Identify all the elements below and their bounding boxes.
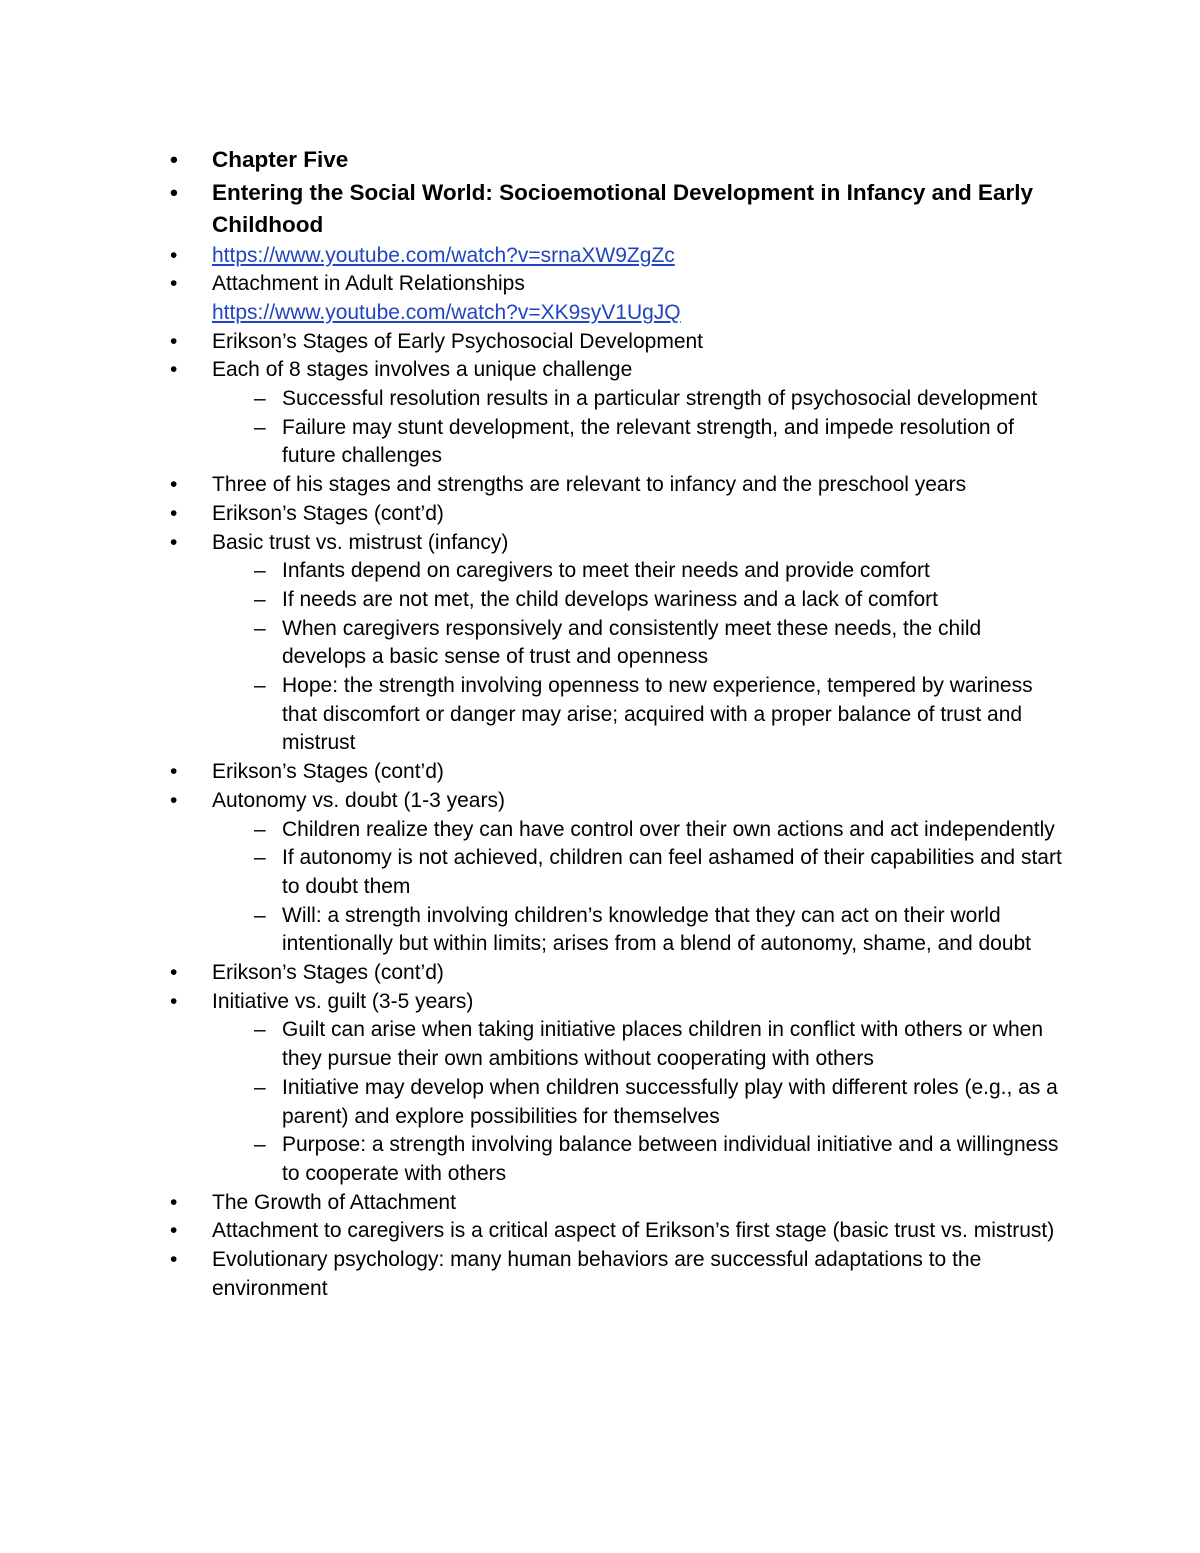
dash-marker: –: [254, 1075, 266, 1099]
dash-marker: –: [254, 387, 266, 411]
bullet-marker: •: [170, 473, 178, 497]
sub-list-item: – When caregivers responsively and consistently meet these needs, the child develops a basic sense of trust and openness: [254, 616, 982, 669]
sub-list-item: – Successful resolution results in a particular strength of psychosocial development: [170, 385, 1070, 414]
sub-list-item: – Will: a strength involving children’s knowledge that they can act on their world intentionally but within limits; arises from a blend of autonomy, shame, and doubt: [254, 903, 1032, 956]
list-item: • Erikson’s Stages (cont’d): [170, 500, 1070, 529]
dash-marker: –: [254, 1133, 266, 1157]
dash-marker: –: [254, 587, 266, 611]
sub-list-item: – Infants depend on caregivers to meet their needs and provide comfort: [170, 557, 1070, 586]
bullet-marker: •: [170, 243, 178, 267]
sub-list-item: – Children realize they can have control over their own actions and act independently: [170, 816, 1070, 845]
dash-marker: –: [254, 674, 266, 698]
bullet-marker: •: [170, 272, 178, 296]
dash-marker: –: [254, 415, 266, 439]
bullet-marker: •: [170, 788, 178, 812]
sub-list-item: – Guilt can arise when taking initiative places children in conflict with others or when they pursue their own ambitions without cooperating with others: [254, 1018, 1044, 1071]
chapter-title: • Entering the Social World: Socioemotional Development in Infancy and Early Childhood: [170, 177, 1070, 242]
bullet-marker: •: [170, 501, 178, 525]
sub-list-item: – If autonomy is not achieved, children can feel ashamed of their capabilities and start to doubt them: [254, 846, 1062, 898]
item-text: Attachment in Adult Relationships: [212, 272, 525, 296]
sub-list-item: – Hope: the strength involving openness to new experience, tempered by wariness that discomfort or danger may arise; acquired with a proper balance of trust and mistrust: [254, 674, 1033, 755]
bullet-marker: •: [170, 760, 178, 784]
sub-list-item: – Failure may stunt development, the relevant strength, and impede resolution of future challenges: [254, 415, 1014, 468]
dash-marker: –: [254, 903, 266, 927]
list-item: • Basic trust vs. mistrust (infancy): [170, 529, 1070, 558]
dash-marker: –: [254, 846, 266, 870]
sub-list-item: – If needs are not met, the child develops wariness and a lack of comfort: [170, 586, 1070, 615]
list-item: • Each of 8 stages involves a unique challenge: [170, 356, 1070, 385]
dash-marker: –: [254, 1018, 266, 1042]
list-item: • Attachment to caregivers is a critical aspect of Erikson’s first stage (basic trust vs. mistrust): [170, 1217, 1070, 1246]
dash-marker: –: [254, 559, 266, 583]
list-item: • Three of his stages and strengths are relevant to infancy and the preschool years: [170, 471, 1070, 500]
bullet-marker: •: [170, 329, 178, 353]
chapter-heading: • Chapter Five: [170, 144, 1070, 177]
list-item: • Autonomy vs. doubt (1-3 years): [170, 787, 1070, 816]
list-item: • Erikson’s Stages (cont’d): [170, 758, 1070, 787]
bullet-marker: •: [170, 961, 178, 985]
youtube-link[interactable]: https://www.youtube.com/watch?v=XK9syV1UgJQ: [212, 300, 681, 324]
list-item: • Evolutionary psychology: many human behaviors are successful adaptations to the environment: [170, 1248, 982, 1300]
sub-list-item: – Initiative may develop when children successfully play with different roles (e.g., as a parent) and explore possibilities for themselves: [254, 1075, 1058, 1128]
attachment-video-item: [170, 270, 1070, 327]
list-item: • The Growth of Attachment: [170, 1189, 1070, 1218]
list-item: • Erikson’s Stages of Early Psychosocial Development: [170, 328, 1070, 357]
bullet-marker: •: [170, 1219, 178, 1243]
sub-list-item: – Purpose: a strength involving balance between individual initiative and a willingness to cooperate with others: [254, 1133, 1059, 1185]
bullet-marker: •: [170, 1248, 178, 1272]
outline-list: [170, 144, 1070, 1304]
bullet-marker: •: [170, 358, 178, 382]
video-link-item: [170, 242, 1070, 271]
list-item: • Erikson’s Stages (cont’d): [170, 959, 1070, 988]
youtube-link[interactable]: https://www.youtube.com/watch?v=srnaXW9ZgZc: [212, 243, 675, 267]
bullet-marker: •: [170, 179, 178, 205]
bullet-marker: •: [170, 989, 178, 1013]
bullet-marker: •: [170, 530, 178, 554]
list-item: • Initiative vs. guilt (3-5 years): [170, 988, 1070, 1017]
dash-marker: –: [254, 817, 266, 841]
bullet-marker: •: [170, 147, 178, 172]
bullet-marker: •: [170, 1190, 178, 1214]
dash-marker: –: [254, 616, 266, 640]
